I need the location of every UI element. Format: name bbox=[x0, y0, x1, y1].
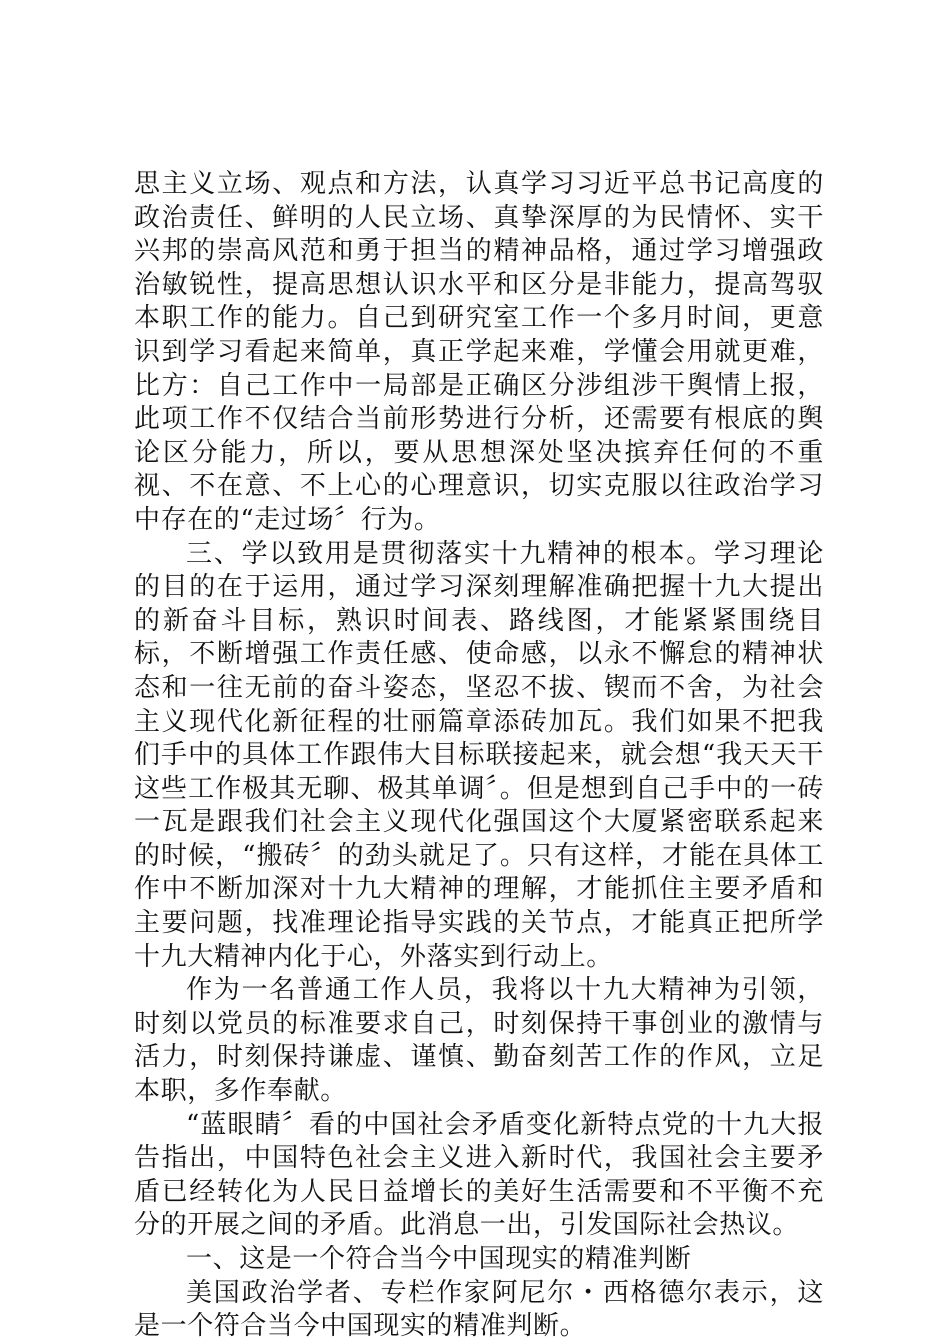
paragraph-blue-eyes-intro: “蓝眼睛〞看的中国社会矛盾变化新特点党的十九大报告指出，中国特色社会主义进入新时代，我国社会主要矛盾已经转化为人民日益增长的美好生活需要和不平衡不充分的开展之间的矛盾。此消息一出，引发国际社会热议。 bbox=[134, 1109, 824, 1241]
section-heading-one: 一、这是一个符合当今中国现实的精准判断 bbox=[186, 1244, 692, 1274]
paragraph-us-scholar: 美国政治学者、专栏作家阿尼尔・西格德尔表示，这是一个符合当今中国现实的精准判断。 bbox=[134, 1277, 824, 1342]
paragraph-marxism-study: 思主义立场、观点和方法，认真学习习近平总书记高度的政治责任、鲜明的人民立场、真挚深厚的为民情怀、实干兴邦的崇高风范和勇于担当的精神品格，通过学习增强政治敏锐性，提高思想认识水平和区分是非能力，提高驾驭本职工作的能力。自己到研究室工作一个多月时间，更意识到学习看起来简单，真正学起来难，学懂会用就更难，比方：自己工作中一局部是正确区分涉组涉干舆情上报，此项工作不仅结合当前形势进行分析，还需要有根底的舆论区分能力，所以，要从思想深处坚决摈弃任何的不重视、不在意、不上心的心理意识，切实克服以往政治学习中存在的“走过场〞行为。 bbox=[134, 169, 824, 535]
document-body bbox=[134, 168, 824, 1344]
paragraph-section-three: 三、学以致用是贯彻落实十九精神的根本。学习理论的目的在于运用，通过学习深刻理解准确把握十九大提出的新奋斗目标，熟识时间表、路线图，才能紧紧围绕目标，不断增强工作责任感、使命感，以永不懈怠的精神状态和一往无前的奋斗姿态，坚忍不拔、锲而不舍，为社会主义现代化新征程的壮丽篇章添砖加瓦。我们如果不把我们手中的具体工作跟伟大目标联接起来，就会想“我天天干这些工作极其无聊、极其单调〞。但是想到自己手中的一砖一瓦是跟我们社会主义现代化强国这个大厦紧密联系起来的时候，“搬砖〞的劲头就足了。只有这样，才能在具体工作中不断加深对十九大精神的理解，才能抓住主要矛盾和主要问题，找准理论指导实践的关节点，才能真正把所学十九大精神内化于心，外落实到行动上。 bbox=[134, 538, 824, 972]
paragraph-personal-commitment: 作为一名普通工作人员，我将以十九大精神为引领，时刻以党员的标准要求自己，时刻保持干事创业的激情与活力，时刻保持谦虚、谨慎、勤奋刻苦工作的作风，立足本职，多作奉献。 bbox=[134, 975, 824, 1107]
